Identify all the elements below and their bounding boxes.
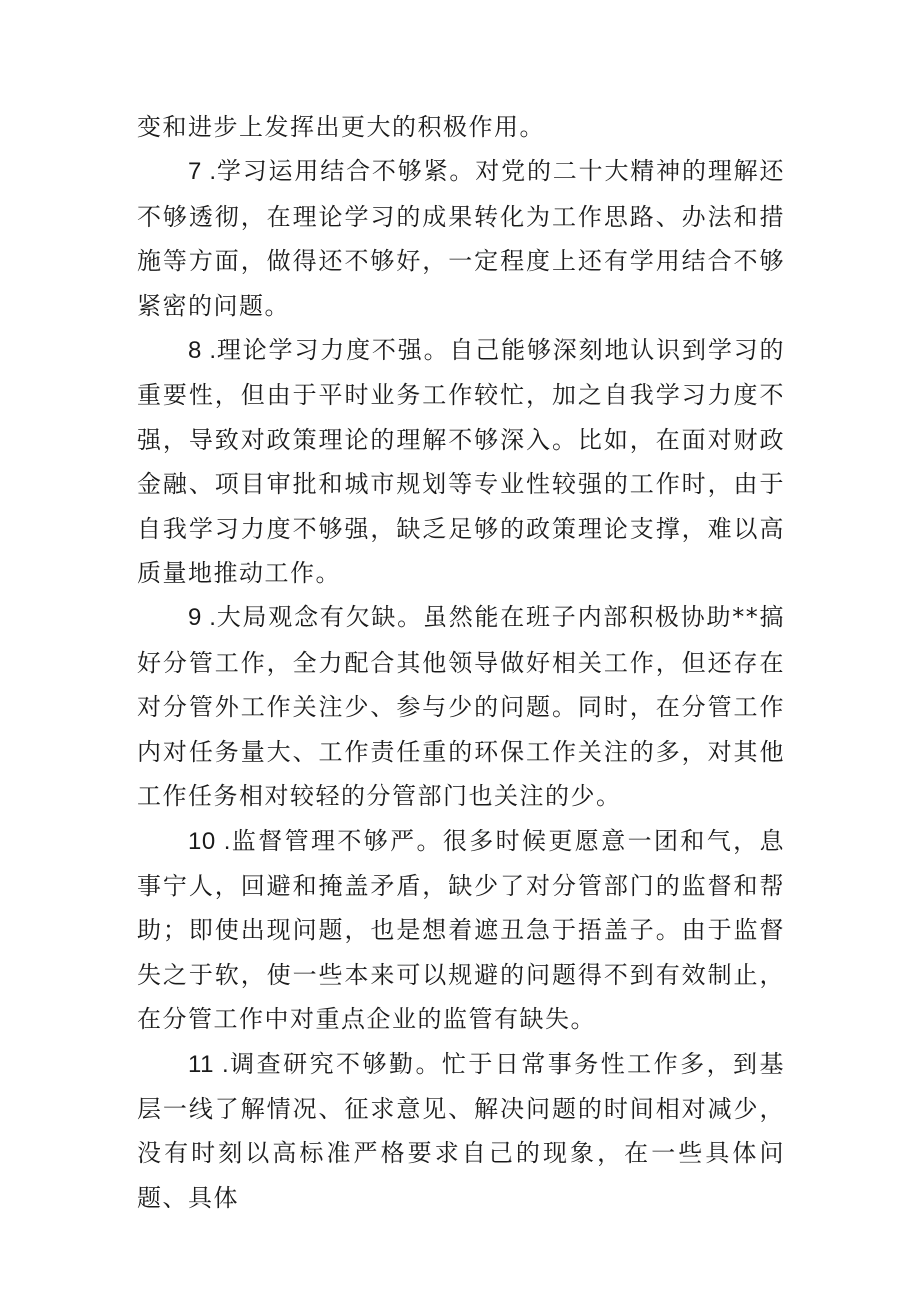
item-number: 8 . xyxy=(188,337,217,365)
item-number: 11 . xyxy=(188,1050,230,1078)
item-number: 10 . xyxy=(188,827,231,855)
paragraph-continuation xyxy=(137,105,785,149)
paragraph-text: 学习运用结合不够紧。对党的二十大精神的理解还不够透彻，在理论学习的成果转化为工作思路、办法和措施等方面，做得还不够好，一定程度上还有学用结合不够紧密的问题。 xyxy=(137,157,786,320)
paragraph-text: 调查研究不够勤。忙于日常事务性工作多，到基层一线了解情况、征求意见、解决问题的时间相对减少，没有时刻以高标准严格要求自己的现象，在一些具体问题、具体 xyxy=(137,1049,786,1212)
paragraph-item-10 xyxy=(137,819,785,1042)
item-number: 9 . xyxy=(188,604,217,632)
paragraph-text: 变和进步上发挥出更大的积极作用。 xyxy=(137,113,545,141)
paragraph-item-7 xyxy=(137,149,785,328)
document-body xyxy=(137,105,785,1220)
paragraph-text: 理论学习力度不强。自己能够深刻地认识到学习的重要性，但由于平时业务工作较忙，加之自我学习力度不强，导致对政策理论的理解不够深入。比如，在面对财政金融、项目审批和城市规划等专业性较强的工作时，由于自我学习力度不够强，缺乏足够的政策理论支撑，难以高质量地推动工作。 xyxy=(137,336,786,588)
paragraph-item-8 xyxy=(137,328,785,595)
item-number: 7 . xyxy=(188,158,217,186)
paragraph-text: 监督管理不够严。很多时候更愿意一团和气，息事宁人，回避和掩盖矛盾，缺少了对分管部门的监督和帮助；即使出现问题，也是想着遮丑急于捂盖子。由于监督失之于软，使一些本来可以规避的问题得不到有效制止，在分管工作中对重点企业的监管有缺失。 xyxy=(137,826,786,1034)
paragraph-item-9 xyxy=(137,595,785,818)
paragraph-item-11 xyxy=(137,1042,785,1221)
paragraph-text: 大局观念有欠缺。虽然能在班子内部积极协助**搞好分管工作，全力配合其他领导做好相关工作，但还存在对分管外工作关注少、参与少的问题。同时，在分管工作内对任务量大、工作责任重的环保工作关注的多，对其他工作任务相对较轻的分管部门也关注的少。 xyxy=(137,603,786,811)
